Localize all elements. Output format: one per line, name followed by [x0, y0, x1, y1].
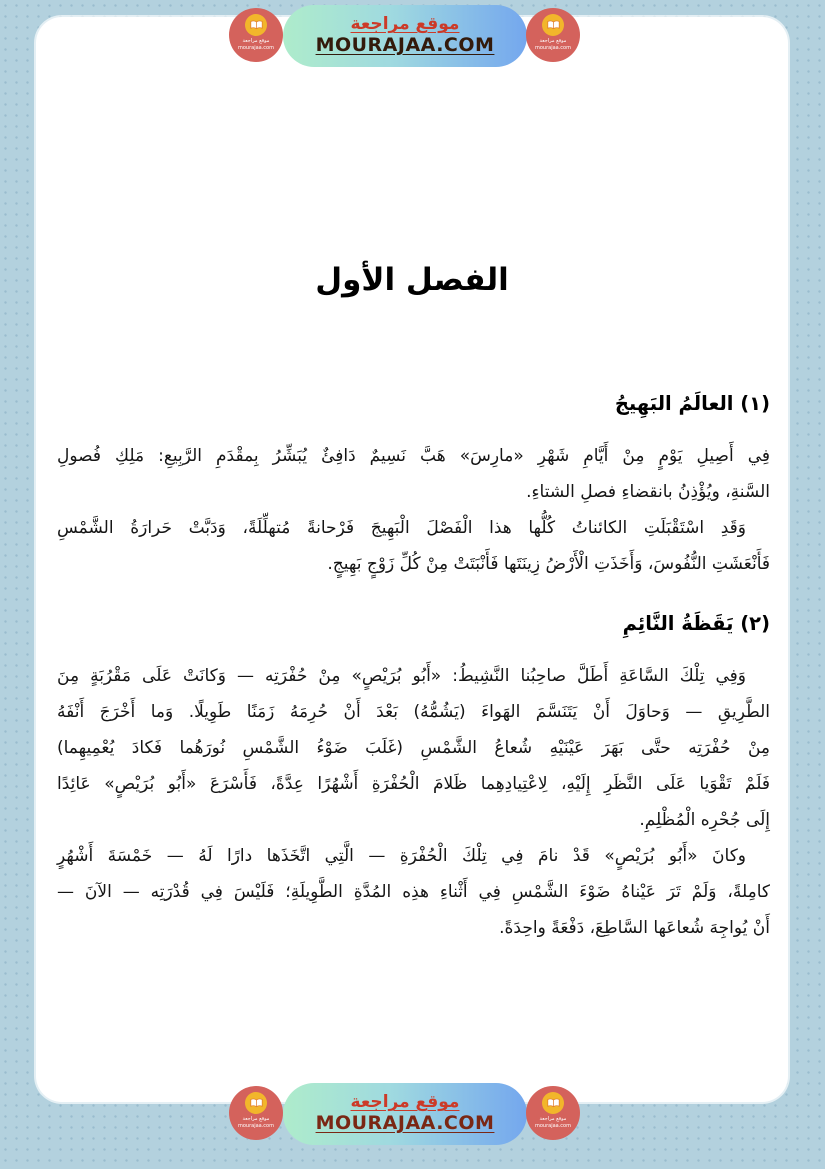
- site-link-pill[interactable]: [283, 5, 527, 67]
- section-2-paragraph-2: [57, 838, 770, 946]
- logo-caption: موقع مراجعة mourajaa.com: [534, 1116, 571, 1129]
- text-line: وكانَ «أَبُو بُرَيْصٍ» قَدْ نامَ فِي تِلْكَ الْحُفْرَةِ — الَّتِي اتَّخَذَها دارًا لَهُ — خَمْسَةَ أَشْهُرٍ: [57, 846, 746, 866]
- book-icon: [542, 14, 564, 36]
- site-name-arabic[interactable]: موقع مراجعة: [350, 14, 460, 35]
- brand-logo-icon: [229, 1086, 283, 1140]
- text-line: فَلَمْ تَقْوَيا عَلَى النَّظَرِ إِلَيْهِ، لِاعْتِيادِهِما ظَلامَ الْحُفْرَةِ أَشْهُرًا عِدَّةً، فَأَسْرَعَ «أَبُو بُرَيْصٍ» عَائِدًا: [57, 774, 770, 794]
- text-line: وَفِي تِلْكَ السَّاعَةِ أَطَلَّ صاحِبُنا النَّشِيطُ: «أَبُو بُرَيْصٍ» مِنْ حُفْرَتِه — وَكانَتْ عَلَى مَقْرُبَةٍ مِنَ: [57, 666, 746, 686]
- logo-caption: موقع مراجعة mourajaa.com: [237, 1116, 274, 1129]
- site-domain-link[interactable]: MOURAJAA.COM: [315, 33, 495, 56]
- section-1-paragraph-1: [57, 438, 770, 510]
- logo-caption: موقع مراجعة mourajaa.com: [534, 38, 571, 51]
- brand-logo-icon: [526, 8, 580, 62]
- text-line: أَنْ يُواجِهَ شُعاعَها السَّاطِعَ، دَفْعَةً واحِدَةً.: [499, 918, 770, 938]
- site-name-arabic[interactable]: موقع مراجعة: [350, 1092, 460, 1113]
- section-2-paragraph-1: [57, 658, 770, 838]
- text-line: مِنْ حُفْرَتِه حتَّى بَهَرَ عَيْنَيْهِ شُعاعُ الشَّمْسِ (غَلَبَ ضَوْءُ الشَّمْسِ نُورَهُما فَكادَ يُعْمِيهِما): [57, 738, 770, 758]
- section-1-heading: (١) العالَمُ البَهِيجُ: [614, 392, 770, 415]
- text-line: كامِلةً، وَلَمْ تَرَ عَيْناهُ ضَوْءَ الشَّمْسِ فِي أَثْناءِ هذِه المُدَّةِ الطَّوِيلَةِ؛ فَلَيْسَ فِي قُدْرَتِه — الآنَ —: [57, 882, 770, 902]
- site-domain-link[interactable]: MOURAJAA.COM: [315, 1111, 495, 1134]
- chapter-title: الفصل الأول: [315, 262, 509, 298]
- brand-logo-icon: [526, 1086, 580, 1140]
- text-line: إِلَى جُحْرِه الْمُظْلِمِ.: [639, 810, 770, 830]
- section-1-paragraph-2: [57, 510, 770, 582]
- site-link-pill[interactable]: [283, 1083, 527, 1145]
- book-icon: [542, 1092, 564, 1114]
- book-icon: [245, 14, 267, 36]
- text-line: وَقَدِ اسْتَقْبَلَتِ الكائناتُ كُلُّها هذا الْفَصْلَ الْبَهِيجَ فَرْحانةً مُتهلِّلَةً، وَدَبَّتْ حَرارَةُ الشَّمْسِ: [57, 518, 746, 538]
- text-line: فَأَنْعَشَتِ النُّفُوسَ، وَأَخَذَتِ الْأَرْضُ زِينَتَها فَأَنْبَتَتْ مِنْ كُلِّ زَوْجٍ بَهِيجٍ.: [327, 554, 770, 574]
- brand-logo-icon: [229, 8, 283, 62]
- book-icon: [245, 1092, 267, 1114]
- text-line: فِي أَصِيلِ يَوْمٍ مِنْ أَيَّامِ شَهْرِ «مارِسَ» هَبَّ نَسِيمٌ دَافِئٌ يُبَشِّرُ بِمقْدَمِ الرَّبِيعِ: مَلِكِ فُصولِ: [57, 446, 770, 466]
- section-2-heading: (٢) يَقَظَةُ النَّائِمِ: [622, 612, 770, 635]
- logo-caption: موقع مراجعة mourajaa.com: [237, 38, 274, 51]
- text-line: الطَّرِيقِ — وَحاوَلَ أَنْ يَتَنَسَّمَ الهَواءَ (يَشُمُّهُ) بَعْدَ أَنْ حُرِمَهُ زَمَنًا طَوِيلًا. وَما أَخْرَجَ أَنْفَهُ: [57, 702, 770, 722]
- text-line: السَّنةِ، ويُؤْذِنُ بانقضاءِ فصلِ الشتاءِ.: [526, 482, 770, 502]
- header-brand-badge: [229, 5, 594, 69]
- footer-brand-badge: [229, 1083, 594, 1147]
